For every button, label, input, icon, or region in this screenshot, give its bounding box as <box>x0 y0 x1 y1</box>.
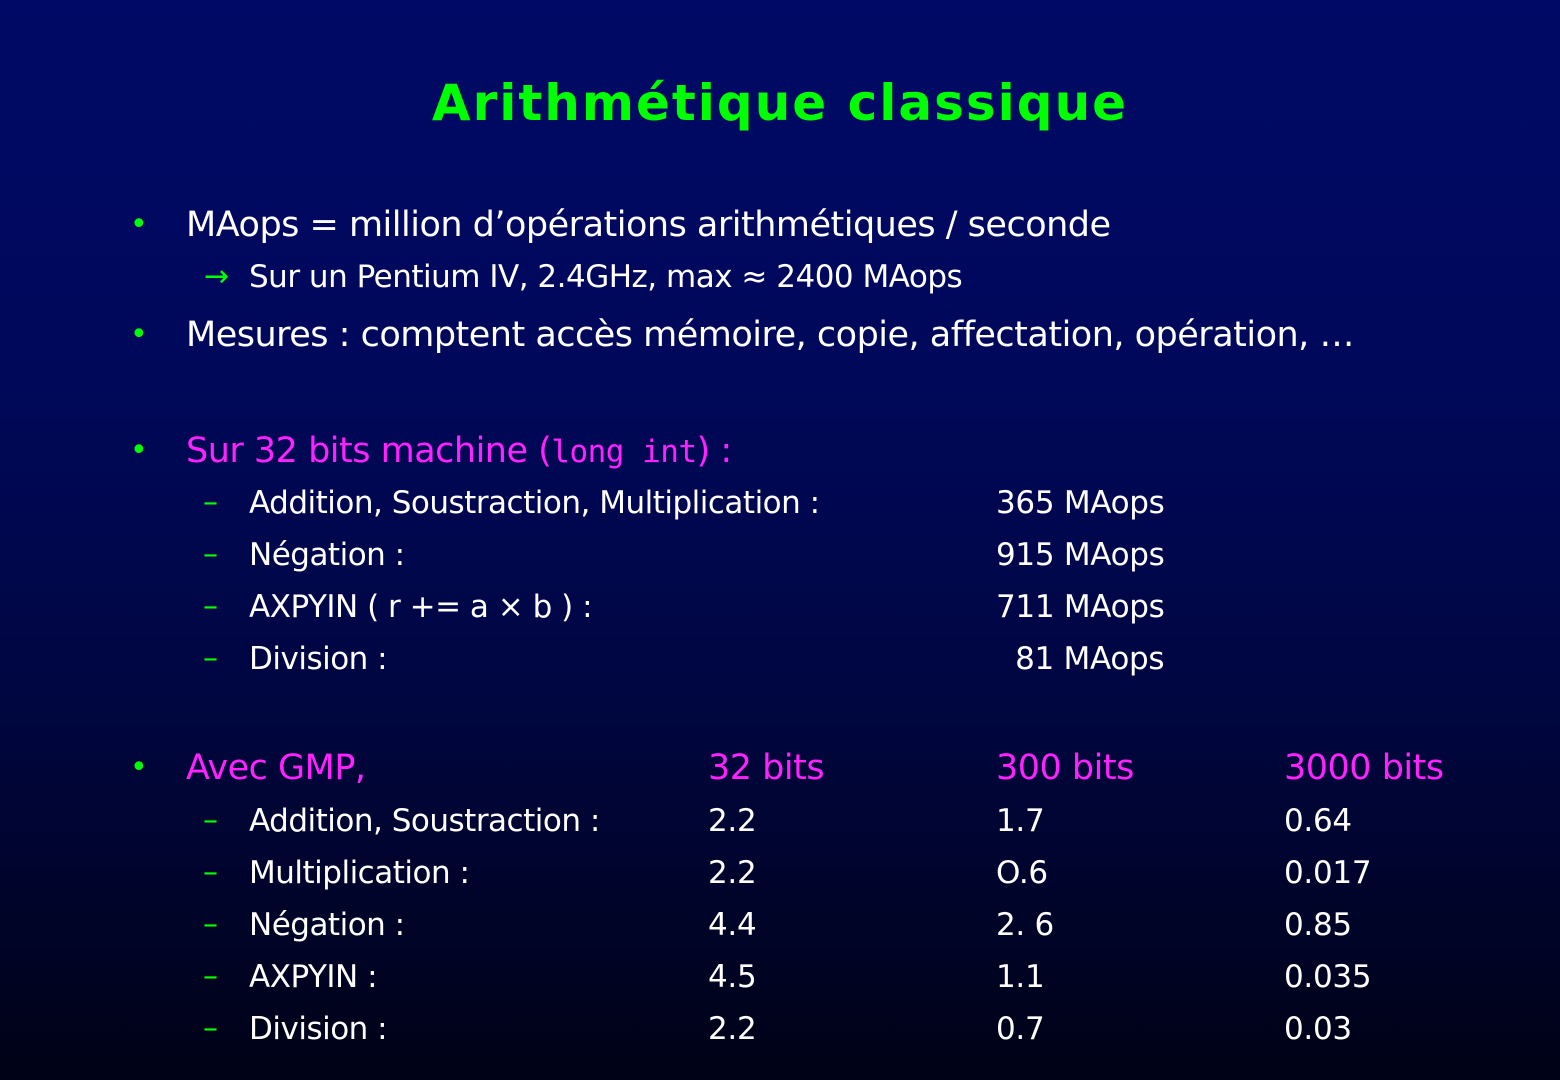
gmp-row-label: Multiplication : <box>249 855 470 891</box>
machine32-heading-suffix: ) : <box>696 431 732 471</box>
gmp-cell: 0.85 <box>1284 907 1352 943</box>
pentium-line <box>249 254 962 300</box>
machine32-row-label: Négation : <box>249 537 405 573</box>
gmp-cell: 0.7 <box>996 1011 1045 1047</box>
gmp-cell: 2.2 <box>708 803 757 839</box>
machine32-row-value: 711 MAops <box>996 589 1165 625</box>
bullet-icon: • <box>130 317 148 352</box>
machine32-row-label: AXPYIN ( r += a × b ) : <box>249 589 593 625</box>
machine32-row-value: 81 MAops <box>996 641 1165 677</box>
bullet-icon: • <box>130 433 148 468</box>
machine32-row-value: 915 MAops <box>996 537 1165 573</box>
maops-definition: MAops = million d’opérations arithmétiques / seconde <box>186 205 1111 245</box>
bullet-icon: • <box>130 750 148 785</box>
gmp-cell: 4.4 <box>708 907 757 943</box>
machine32-row-label: Addition, Soustraction, Multiplication : <box>249 485 820 521</box>
gmp-cell: 2.2 <box>708 855 757 891</box>
bullet-icon: • <box>130 207 148 242</box>
gmp-row-label: Négation : <box>249 907 405 943</box>
dash-icon: – <box>203 959 218 994</box>
gmp-cell: 2. 6 <box>996 907 1054 943</box>
gmp-row-label: Division : <box>249 1011 388 1047</box>
gmp-row-label: Addition, Soustraction : <box>249 803 600 839</box>
gmp-column-header: 32 bits <box>708 748 825 788</box>
gmp-cell: 2.2 <box>708 1011 757 1047</box>
machine32-row-label: Division : <box>249 641 388 677</box>
dash-icon: – <box>203 855 218 890</box>
dash-icon: – <box>203 589 218 624</box>
gmp-heading: Avec GMP, <box>186 748 366 788</box>
slide-title: Arithmétique classique <box>431 74 1129 132</box>
dash-icon: – <box>203 641 218 676</box>
gmp-column-header: 3000 bits <box>1284 748 1444 788</box>
gmp-cell: 1.1 <box>996 959 1045 995</box>
machine32-heading <box>186 428 732 475</box>
mesures-text: Mesures : comptent accès mémoire, copie, affectation, opération, … <box>186 315 1354 355</box>
gmp-row-label: AXPYIN : <box>249 959 378 995</box>
gmp-cell: 4.5 <box>708 959 757 995</box>
machine32-heading-prefix: Sur 32 bits machine ( <box>186 431 552 471</box>
gmp-cell: 1.7 <box>996 803 1045 839</box>
pentium-suffix: 2400 MAops <box>766 259 963 295</box>
gmp-cell: O.6 <box>996 855 1048 891</box>
dash-icon: – <box>203 537 218 572</box>
arrow-icon: → <box>204 259 230 294</box>
dash-icon: – <box>203 485 218 520</box>
machine32-row-value: 365 MAops <box>996 485 1165 521</box>
gmp-column-header: 300 bits <box>996 748 1134 788</box>
dash-icon: – <box>203 1011 218 1046</box>
pentium-prefix: Sur un Pentium IV, 2.4GHz, max <box>249 259 742 295</box>
gmp-cell: 0.035 <box>1284 959 1372 995</box>
approx-icon: ≈ <box>741 259 767 295</box>
gmp-cell: 0.017 <box>1284 855 1372 891</box>
dash-icon: – <box>203 907 218 942</box>
dash-icon: – <box>203 803 218 838</box>
machine32-heading-code: long int <box>551 434 697 470</box>
gmp-cell: 0.03 <box>1284 1011 1352 1047</box>
gmp-cell: 0.64 <box>1284 803 1352 839</box>
